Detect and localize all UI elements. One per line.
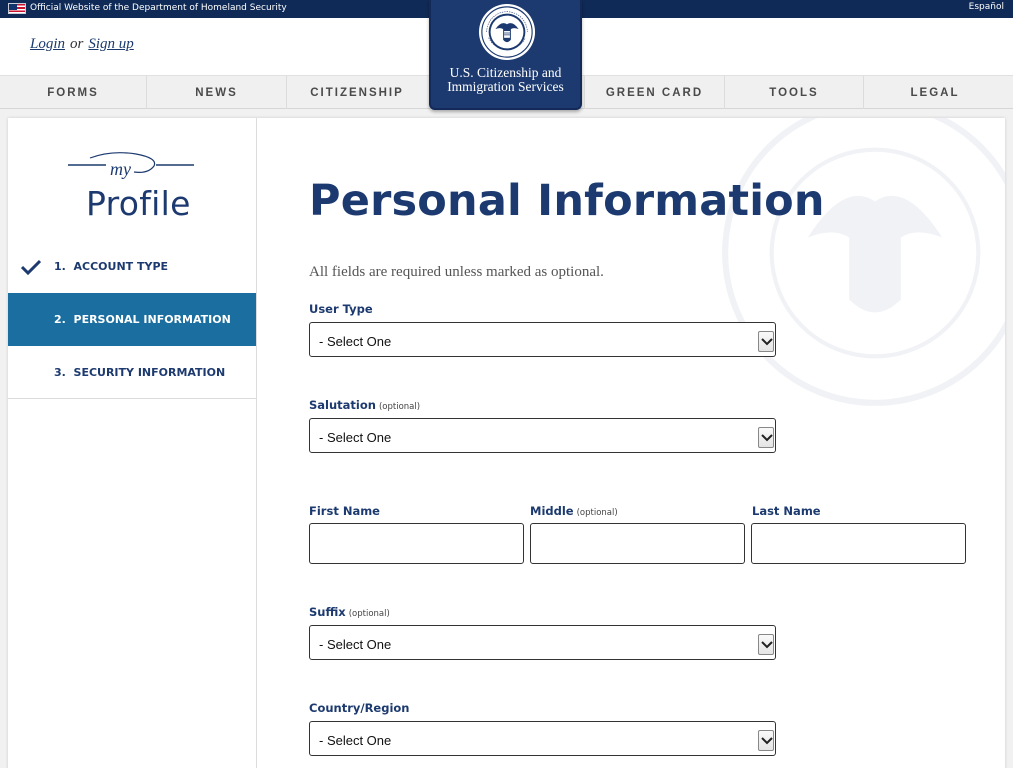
or-text: or <box>70 36 84 52</box>
chevron-down-icon <box>758 730 774 751</box>
suffix-label-text: Suffix <box>309 605 346 619</box>
suffix-label <box>309 605 390 619</box>
middle-name-label <box>530 504 618 518</box>
page-title: Personal Information <box>309 176 825 226</box>
country-value: - Select One <box>319 733 392 748</box>
optional-tag: (optional) <box>348 609 390 619</box>
suffix-select[interactable] <box>309 625 776 660</box>
step-label: PERSONAL INFORMATION <box>73 313 231 326</box>
salutation-label-text: Salutation <box>309 398 376 412</box>
country-select[interactable] <box>309 721 776 756</box>
step-number: 2. <box>54 313 66 326</box>
nav-item-green-card[interactable]: GREEN CARD <box>584 76 725 109</box>
middle-name-label-text: Middle <box>530 504 574 518</box>
uscis-logo[interactable] <box>429 0 582 110</box>
last-name-input[interactable] <box>751 523 966 564</box>
salutation-value: - Select One <box>319 430 392 445</box>
checkmark-icon <box>21 259 41 275</box>
agency-name-line2: Immigration Services <box>447 79 564 94</box>
profile-sidebar <box>8 118 257 768</box>
step-security-information[interactable] <box>8 346 256 399</box>
personal-info-form <box>309 118 989 768</box>
salutation-select[interactable] <box>309 418 776 453</box>
login-link[interactable]: Login <box>30 36 66 52</box>
last-name-label: Last Name <box>752 504 821 518</box>
espanol-link[interactable]: Español <box>968 2 1004 12</box>
salutation-label <box>309 398 420 412</box>
step-personal-information[interactable] <box>8 293 256 346</box>
us-flag-icon <box>8 3 26 14</box>
optional-tag: (optional) <box>576 508 618 518</box>
agency-name <box>431 66 580 94</box>
auth-links <box>30 36 134 53</box>
my-script-logo-icon <box>66 148 196 184</box>
nav-item-legal-resources[interactable]: LEGAL <box>910 87 960 99</box>
dhs-seal-icon <box>478 3 536 61</box>
chevron-down-icon <box>758 634 774 655</box>
first-name-input[interactable] <box>309 523 524 564</box>
step-number: 3. <box>54 366 66 379</box>
myprofile-brand <box>66 148 196 228</box>
user-type-select[interactable] <box>309 322 776 357</box>
nav-item-news[interactable]: NEWS <box>147 76 287 109</box>
step-label: SECURITY INFORMATION <box>73 366 226 379</box>
suffix-value: - Select One <box>319 637 392 652</box>
nav-item-forms[interactable]: FORMS <box>0 76 147 109</box>
user-type-value: - Select One <box>319 334 392 349</box>
official-website-text: Official Website of the Department of Homeland Security <box>30 3 287 13</box>
user-type-label: User Type <box>309 302 373 316</box>
optional-tag: (optional) <box>378 402 421 412</box>
country-label: Country/Region <box>309 701 410 715</box>
agency-name-line1: U.S. Citizenship and <box>449 65 562 80</box>
step-label: ACCOUNT TYPE <box>73 260 169 273</box>
signup-link[interactable]: Sign up <box>88 36 134 52</box>
profile-title: Profile <box>86 184 191 223</box>
nav-item-tools[interactable]: TOOLS <box>725 76 864 109</box>
step-number: 1. <box>54 260 66 273</box>
required-note: All fields are required unless marked as optional. <box>309 264 604 280</box>
first-name-label: First Name <box>309 504 380 518</box>
middle-name-input[interactable] <box>530 523 745 564</box>
chevron-down-icon <box>758 427 774 448</box>
nav-item-citizenship[interactable]: CITIZENSHIP <box>310 87 404 99</box>
step-account-type[interactable] <box>8 240 256 293</box>
my-script-text: my <box>110 159 131 179</box>
content-card <box>8 118 1005 768</box>
chevron-down-icon <box>758 331 774 352</box>
